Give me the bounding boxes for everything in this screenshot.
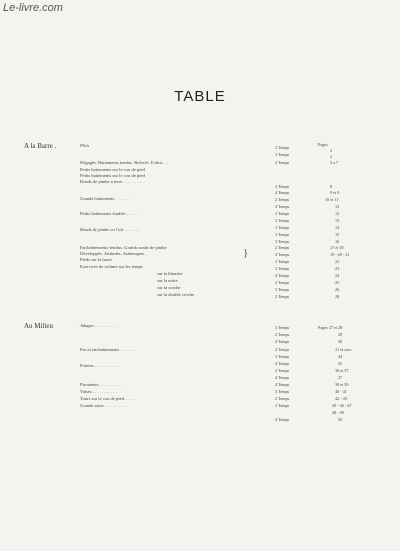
entry: Ronds de jambe en l'air . . . . . . . xyxy=(80,227,140,232)
page-value: 9 et 9 xyxy=(330,190,340,195)
brace-mark: } xyxy=(243,247,249,259)
page-title: TABLE xyxy=(174,88,226,105)
time-value: 2 Temps xyxy=(275,280,290,285)
entry: Petits battements sur le cou de pied xyxy=(80,167,145,172)
page-value: 2 xyxy=(330,148,333,153)
page-value: 22 xyxy=(335,259,340,264)
page-value: 24 xyxy=(335,273,340,278)
page-value: 40 - 41 xyxy=(335,389,347,394)
page-value: 31 et suiv. xyxy=(335,347,353,352)
page-value: 16 xyxy=(335,239,340,244)
page-value: 14 xyxy=(335,225,340,230)
time-value: 3 Temps xyxy=(275,259,290,264)
entry: Valses . . . . . . . . . . . xyxy=(80,389,118,394)
page-value: 23 xyxy=(335,266,340,271)
page-value: 3 a 7 xyxy=(330,160,339,165)
page-value: 15 xyxy=(335,232,340,237)
time-value: 4 Temps xyxy=(275,204,290,209)
page-value: 50 xyxy=(338,417,343,422)
page-value: 34 xyxy=(338,354,343,359)
time-value: 2 Temps xyxy=(275,245,290,250)
page-value: 17 et 18 xyxy=(330,245,344,250)
page-value: 26 xyxy=(335,287,340,292)
entry: sur la double croche xyxy=(157,292,195,297)
time-value: 4 Temps xyxy=(275,375,290,380)
time-value: 2 Temps xyxy=(275,266,290,271)
time-value: 2 Temps xyxy=(275,368,290,373)
entry: Grands sauts . . . . . . . . . . xyxy=(80,403,127,408)
page-value: 8 xyxy=(330,184,333,189)
time-value: 2 Temps xyxy=(275,145,290,150)
page-value: 48 - 49 xyxy=(332,410,344,415)
page-value: 13 xyxy=(335,218,340,223)
page-value: 28 xyxy=(335,294,340,299)
time-value: 3 Temps xyxy=(275,325,290,330)
pages-header: Pages xyxy=(318,142,328,147)
entry: Exercices de rythme sur les temps xyxy=(80,264,143,269)
page-value: 36 et 37 xyxy=(335,368,349,373)
page-value: 12 xyxy=(335,211,340,216)
time-value: 4 Temps xyxy=(275,273,290,278)
page-value: 10 et 11 xyxy=(325,197,339,202)
page-value: 42 - 43 xyxy=(335,396,347,401)
entry: Pas et enchaînements . . . . . . . xyxy=(80,347,136,352)
page-value: 2 xyxy=(330,154,333,159)
entry: Pliés xyxy=(80,143,90,148)
entry: Développés. Attitudes. Arabesques . . xyxy=(80,251,149,256)
time-value: 4 Temps xyxy=(275,417,290,422)
entry: sur la blanche xyxy=(157,271,183,276)
section-label-milieu: Au Milieu xyxy=(24,322,53,330)
time-value: 3 Temps xyxy=(275,225,290,230)
section-label-barre: A la Barre . xyxy=(24,142,57,150)
time-value: 3 Temps xyxy=(275,211,290,216)
page-value: 45 - 46 - 47 xyxy=(332,403,352,408)
page-value: 38 et 39 xyxy=(335,382,349,387)
page-value: Pages 27 et 28 xyxy=(318,325,343,330)
time-value: 4 Temps xyxy=(275,190,290,195)
time-value: 4 Temps xyxy=(275,252,290,257)
entry: sur la croche xyxy=(157,285,181,290)
time-value: 2 Temps xyxy=(275,218,290,223)
time-value: 2 Temps xyxy=(275,160,290,165)
time-value: 4 Temps xyxy=(275,382,290,387)
time-value: 3 Temps xyxy=(275,389,290,394)
time-value: 3 Temps xyxy=(275,403,290,408)
time-value: 3 Temps xyxy=(275,232,290,237)
entry: Tours sur le cou de pied . . . . . xyxy=(80,396,136,401)
entry: Petits battements étudiés . . . . . xyxy=(80,211,137,216)
page-value: 19 - 20 - 21 xyxy=(330,252,350,257)
time-value: 2 Temps xyxy=(275,347,290,352)
time-value: 2 Temps xyxy=(275,197,290,202)
entry: Dégagés. Battements tendus. Relevés. Echos. . . xyxy=(80,160,169,165)
time-value: 3 Temps xyxy=(275,354,290,359)
page-value: 37 xyxy=(338,375,343,380)
time-value: 4 Temps xyxy=(275,361,290,366)
time-value: 3 Temps xyxy=(275,152,290,157)
entry: Grands battements . . . . . . . xyxy=(80,196,131,201)
time-value: 2 Temps xyxy=(275,294,290,299)
page-value: 35 xyxy=(338,361,343,366)
time-value: 3 Temps xyxy=(275,184,290,189)
page-value: 30 xyxy=(338,339,343,344)
page-value: 25 xyxy=(335,280,340,285)
entry: Adages . . . . . . . . . . xyxy=(80,323,117,328)
entry: Pointes . . . . . . . . . . . xyxy=(80,363,119,368)
time-value: 4 Temps xyxy=(275,339,290,344)
entry: Ronds de jambe a terre . . . . . . . . . . xyxy=(80,179,146,184)
time-value: 2 Temps xyxy=(275,332,290,337)
entry: Pieds sur la barre xyxy=(80,257,112,262)
entry: Petits battements sur le cou de pied xyxy=(80,173,145,178)
time-value: 2 Temps xyxy=(275,396,290,401)
time-value: 3 Temps xyxy=(275,239,290,244)
entry: Enchaînements-fendus. Grands ronds de jambe xyxy=(80,245,167,250)
entry: sur la noire xyxy=(157,278,178,283)
watermark: Le-livre.com xyxy=(3,2,63,14)
page-value: 29 xyxy=(338,332,343,337)
page-value: 12 xyxy=(335,204,340,209)
time-value: 3 Temps xyxy=(275,287,290,292)
entry: Pirouettes . . . . . . . . . . xyxy=(80,382,122,387)
